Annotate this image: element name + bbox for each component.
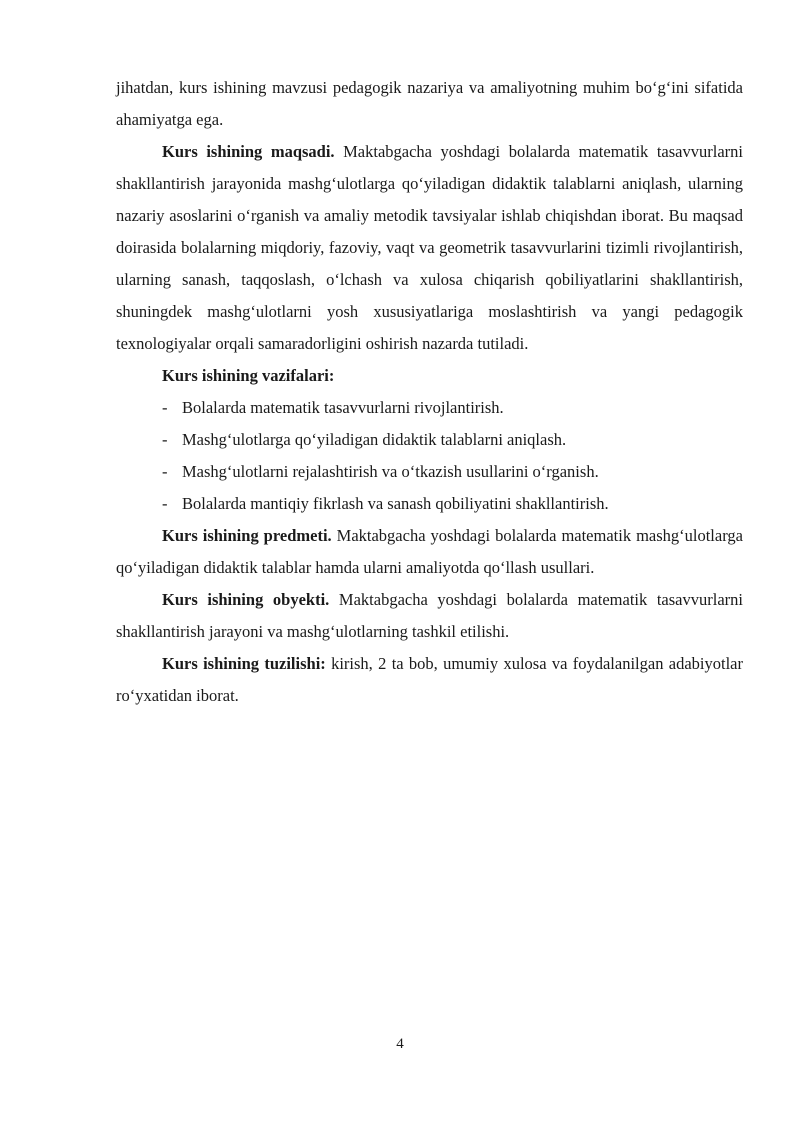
structure-label: Kurs ishining tuzilishi: — [162, 654, 326, 673]
document-page — [116, 72, 743, 712]
object-paragraph — [116, 584, 743, 648]
task-text: Bolalarda mantiqiy fikrlash va sanash qobiliyatini shakllantirish. — [182, 494, 609, 513]
list-item — [162, 456, 743, 488]
tasks-list — [116, 392, 743, 520]
goal-paragraph — [116, 136, 743, 360]
task-text: Mashg‘ulotlarni rejalashtirish va o‘tkazish usullarini o‘rganish. — [182, 462, 599, 481]
object-text: Maktabgacha yoshdagi bolalarda matematik tasavvurlarni shakllantirish jarayoni va mashg‘ulotlarning tashkil etilishi. — [116, 590, 743, 641]
list-item — [162, 392, 743, 424]
dash-bullet-icon: - — [162, 494, 168, 513]
tasks-heading — [116, 360, 743, 392]
list-item — [162, 424, 743, 456]
goal-text: Maktabgacha yoshdagi bolalarda matematik tasavvurlarni shakllantirish jarayonida mashg‘ulotlarga qo‘yiladigan didaktik talablarni aniqlash, ularning nazariy asoslarini o‘rganish va amaliy metodik tavsiyalar ishlab chiqishdan iborat. Bu maqsad doirasida bolalarning miqdoriy, fazoviy, vaqt va geometrik tasavvurlarini tizimli rivojlantirish, ularning sanash, taqqoslash, o‘lchash va xulosa chiqarish qobiliyatlarini shakllantirish, shuningdek mashg‘ulotlarni yosh xususiyatlariga moslashtirish va yangi pedagogik texnologiyalar orqali samaradorligini oshirish nazarda tutiladi. — [116, 142, 743, 353]
intro-paragraph: jihatdan, kurs ishining mavzusi pedagogik nazariya va amaliyotning muhim bo‘g‘ini sifatida ahamiyatga ega. — [116, 78, 743, 129]
dash-bullet-icon: - — [162, 398, 168, 417]
subject-label: Kurs ishining predmeti. — [162, 526, 332, 545]
list-item — [162, 488, 743, 520]
page-number: 4 — [396, 1036, 404, 1052]
object-label: Kurs ishining obyekti. — [162, 590, 330, 609]
subject-text: Maktabgacha yoshdagi bolalarda matematik mashg‘ulotlarga qo‘yiladigan didaktik talablar hamda ularni amaliyotda qo‘llash usullari. — [116, 526, 743, 577]
dash-bullet-icon: - — [162, 430, 168, 449]
tasks-label: Kurs ishining vazifalari: — [162, 366, 335, 385]
goal-label: Kurs ishining maqsadi. — [162, 142, 335, 161]
dash-bullet-icon: - — [162, 462, 168, 481]
structure-paragraph — [116, 648, 743, 712]
task-text: Mashg‘ulotlarga qo‘yiladigan didaktik talablarni aniqlash. — [182, 430, 567, 449]
task-text: Bolalarda matematik tasavvurlarni rivojlantirish. — [182, 398, 504, 417]
structure-text: kirish, 2 ta bob, umumiy xulosa va foydalanilgan adabiyotlar ro‘yxatidan iborat. — [116, 654, 743, 705]
subject-paragraph — [116, 520, 743, 584]
